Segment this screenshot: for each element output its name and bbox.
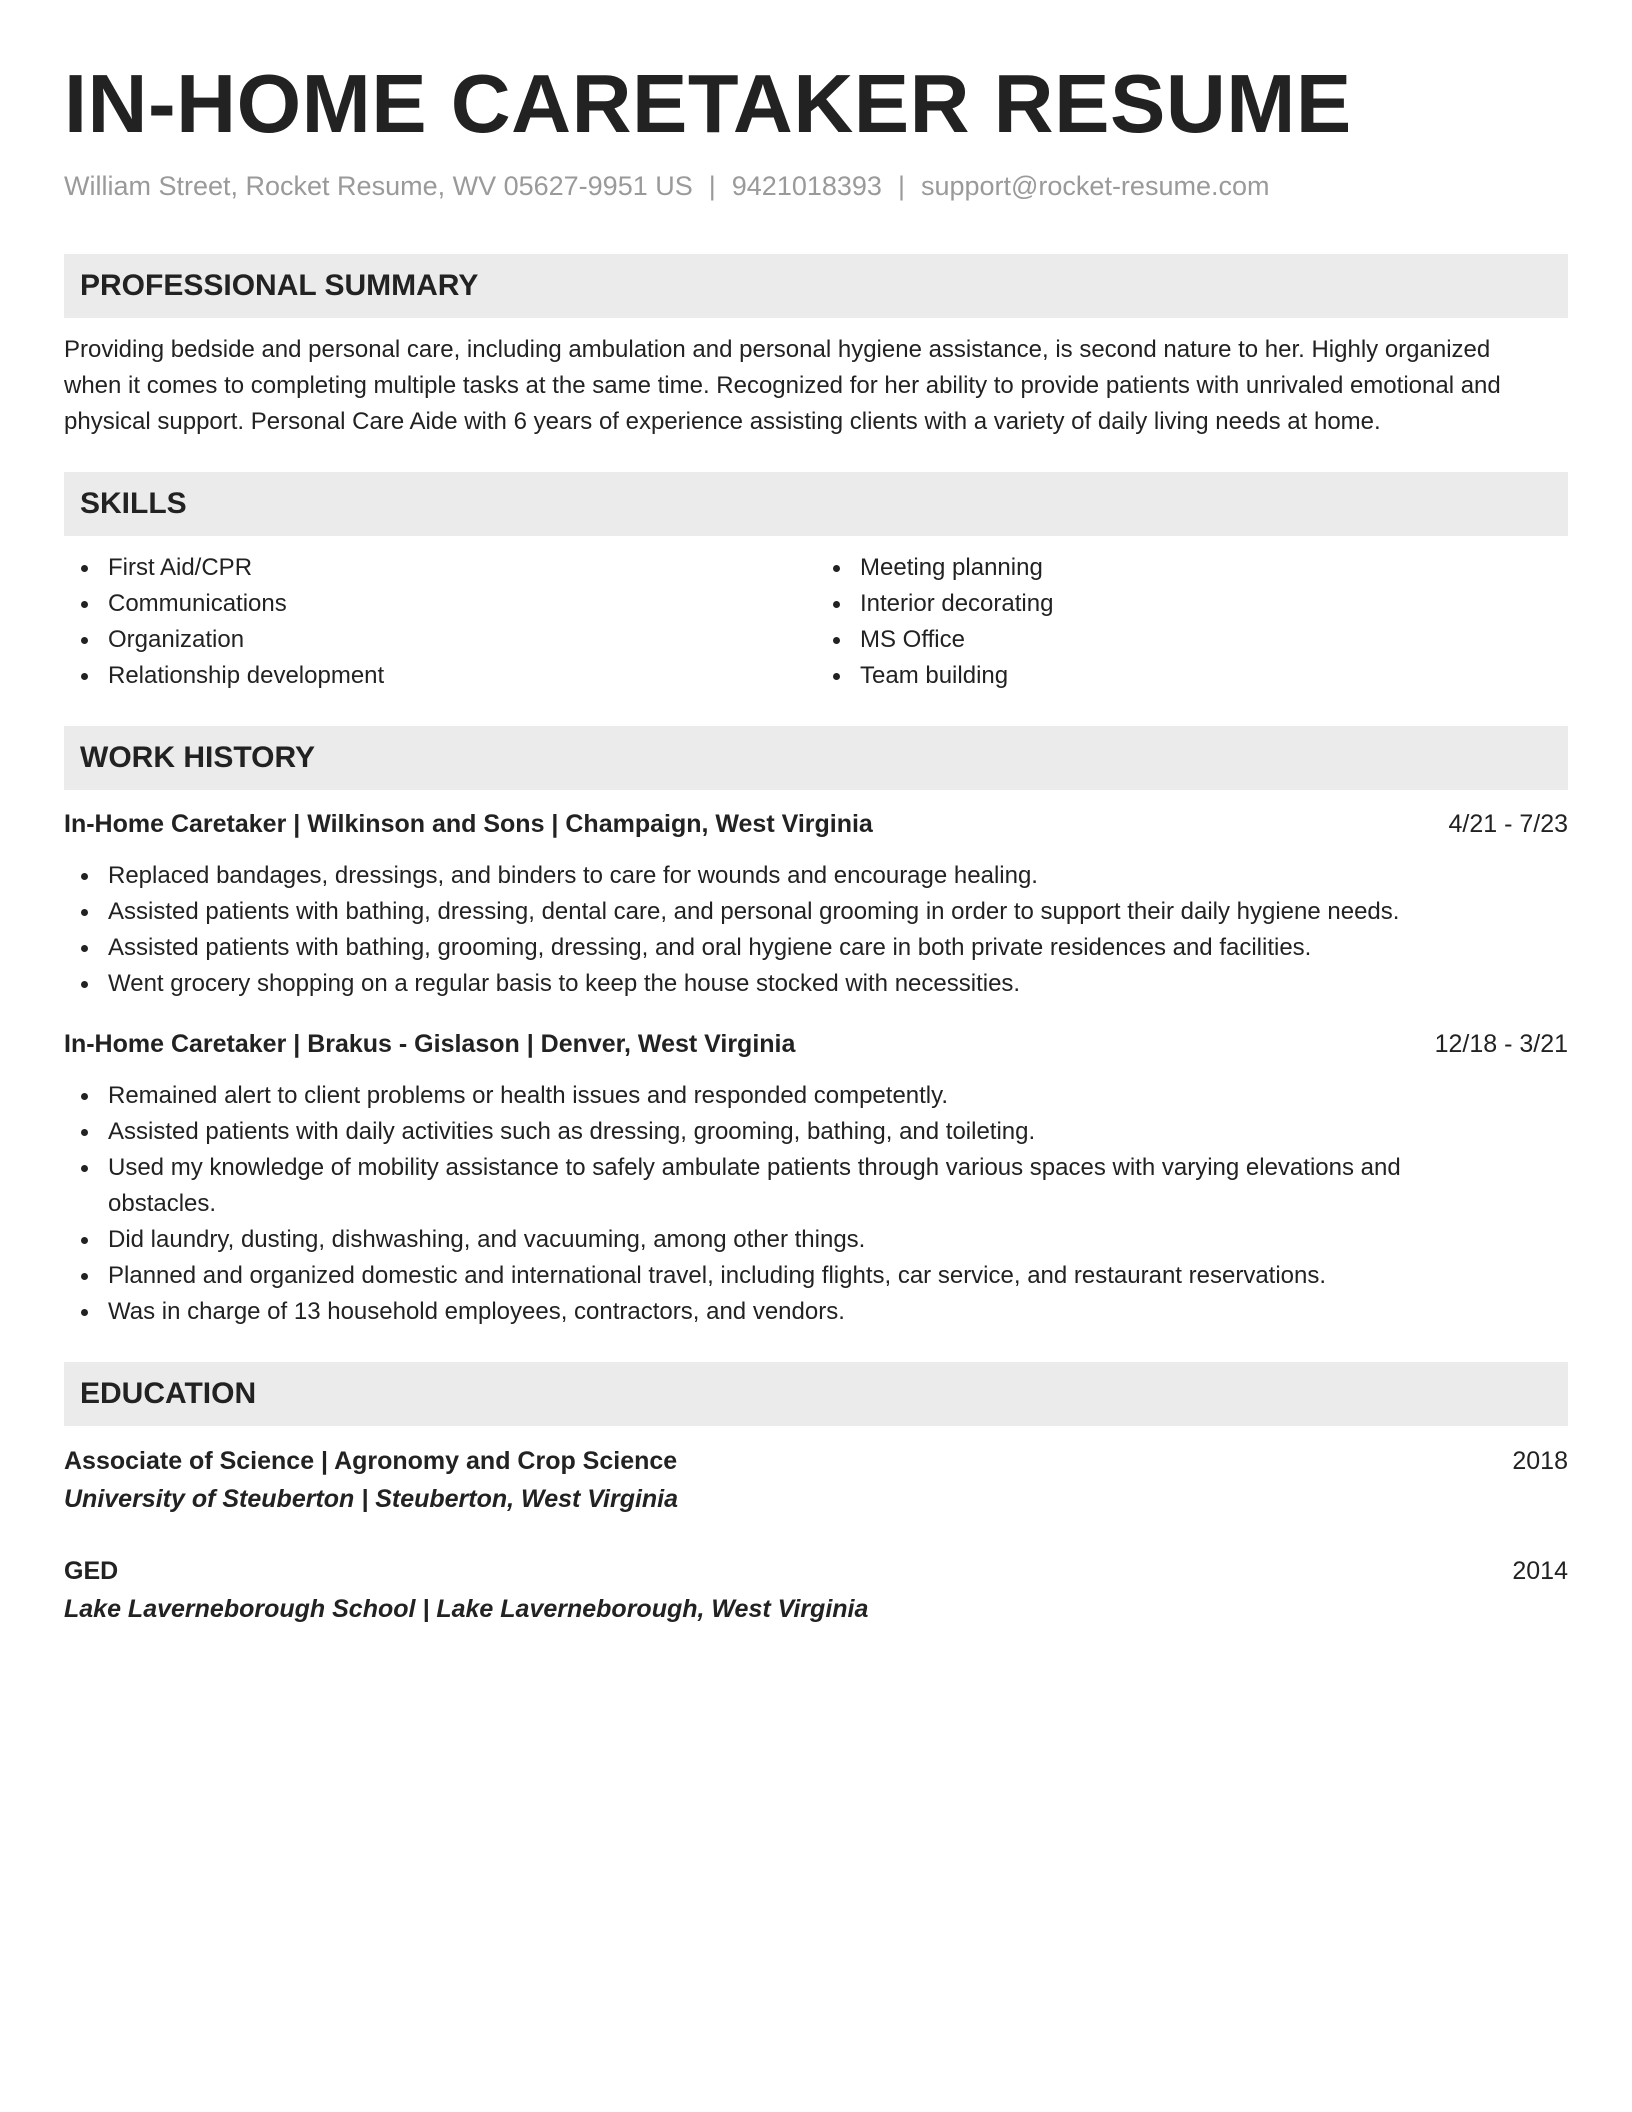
summary-line: Providing bedside and personal care, including ambulation and personal hygiene assistance, is second nature to her. Highly organized (64, 336, 1491, 363)
skills-heading: SKILLS (64, 472, 1568, 536)
skills-list (64, 550, 1568, 694)
job-header (64, 806, 1568, 842)
skills-column-right (816, 550, 1568, 694)
education-entry-header (64, 1552, 1568, 1590)
skill-item: Organization (64, 622, 816, 658)
job-dates: 4/21 - 7/23 (1448, 810, 1568, 838)
job-duty-item: Assisted patients with bathing, grooming, dressing, and oral hygiene care in both private residences and facilities. (64, 930, 1568, 966)
contact-separator: | (708, 171, 716, 201)
job-title: In-Home Caretaker | Wilkinson and Sons | Champaign, West Virginia (64, 810, 873, 838)
job-duties (64, 858, 1568, 1002)
job-duty-item: Planned and organized domestic and international travel, including flights, car service, and restaurant reservations. (64, 1258, 1568, 1294)
skill-item: MS Office (816, 622, 1568, 658)
contact-email: support@rocket-resume.com (920, 171, 1270, 201)
job-duty-item: Was in charge of 13 household employees, contractors, and vendors. (64, 1294, 1568, 1330)
job-dates: 12/18 - 3/21 (1434, 1030, 1568, 1058)
summary-heading: PROFESSIONAL SUMMARY (64, 254, 1568, 318)
job-duty-item: Remained alert to client problems or health issues and responded competently. (64, 1078, 1568, 1114)
contact-address: William Street, Rocket Resume, WV 05627-9951 US (64, 171, 693, 201)
skill-item: Communications (64, 586, 816, 622)
education-school: Lake Laverneborough School | Lake Laverneborough, West Virginia (64, 1595, 869, 1623)
job-duty-item: Replaced bandages, dressings, and binders to care for wounds and encourage healing. (64, 858, 1568, 894)
contact-line (64, 168, 1568, 204)
job-header (64, 1026, 1568, 1062)
skill-item: Meeting planning (816, 550, 1568, 586)
job-duty-item: Did laundry, dusting, dishwashing, and vacuuming, among other things. (64, 1222, 1568, 1258)
summary-paragraph (64, 332, 1568, 440)
job-duty-item: Went grocery shopping on a regular basis to keep the house stocked with necessities. (64, 966, 1568, 1002)
work-history-heading: WORK HISTORY (64, 726, 1568, 790)
job-title: In-Home Caretaker | Brakus - Gislason | Denver, West Virginia (64, 1030, 796, 1058)
job-duty-item: Used my knowledge of mobility assistance to safely ambulate patients through various spaces with varying elevations and obstacles. (64, 1150, 1568, 1222)
skills-column-left (64, 550, 816, 694)
education-heading: EDUCATION (64, 1362, 1568, 1426)
skill-item: Interior decorating (816, 586, 1568, 622)
job-duty-item: Assisted patients with bathing, dressing, dental care, and personal grooming in order to support their daily hygiene needs. (64, 894, 1568, 930)
summary-line: when it comes to completing multiple tasks at the same time. Recognized for her ability to provide patients with unrivaled emotional and (64, 372, 1501, 399)
summary-line: physical support. Personal Care Aide with 6 years of experience assisting clients with a variety of daily living needs at home. (64, 408, 1381, 435)
education-degree: GED (64, 1557, 119, 1585)
job-duty-item: Assisted patients with daily activities such as dressing, grooming, bathing, and toileting. (64, 1114, 1568, 1150)
resume-title: IN-HOME CARETAKER RESUME (64, 57, 1352, 150)
skill-item: First Aid/CPR (64, 550, 816, 586)
education-school: University of Steuberton | Steuberton, West Virginia (64, 1485, 679, 1513)
contact-separator: | (897, 171, 905, 201)
job-duties (64, 1078, 1568, 1330)
education-entry-header (64, 1442, 1568, 1480)
skill-item: Team building (816, 658, 1568, 694)
skill-item: Relationship development (64, 658, 816, 694)
contact-phone: 9421018393 (731, 171, 882, 201)
education-degree: Associate of Science | Agronomy and Crop Science (64, 1447, 678, 1475)
education-year: 2018 (1512, 1447, 1568, 1475)
education-year: 2014 (1512, 1557, 1568, 1585)
